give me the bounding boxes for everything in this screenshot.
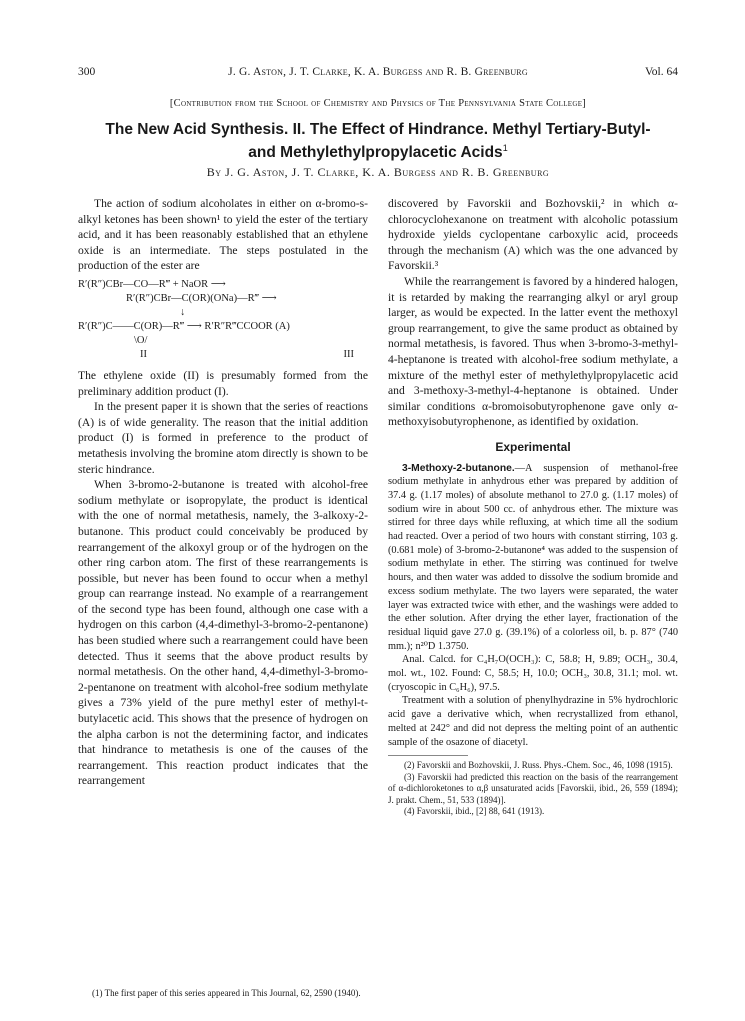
left-footnotes	[78, 988, 368, 1000]
footnote-rule	[388, 755, 468, 756]
experimental-section	[388, 462, 678, 750]
scheme-label-ii: II	[140, 348, 147, 360]
right-paragraph-1: discovered by Favorskii and Bozhovskii,² in which α-chlorocyclohexanone on treatment with alcoholic potassium hydroxide yields cyclopentane carboxylic acid, proceeds through the mechanism (A) which was the one advanced by Favorskii.³	[388, 197, 678, 273]
footnote-1: (1) The first paper of this series appeared in This Journal, 62, 2590 (1940).	[92, 988, 361, 998]
experimental-paragraph-1-text: —A suspension of methanol-free sodium methylate in anhydrous ether was prepared by addition of 37.4 g. (1.17 moles) of absolute methanol to 27.0 g. (1.17 moles) of sodium wire in about 500 cc. of anhydrous ether. The mixture was stirred for three days while refluxing, at which time all the sodium had reacted. Over a period of two hours with constant stirring, 103 g. (0.681 mole) of 3-bromo-2-butanone⁴ was added to the suspension of sodium methylate in ether. The stirring was continued for twelve hours, and then water was added to dissolve the sodium bromide and excess sodium methylate. The two layers were separated, the water layer was extracted twice with ether, and the washings were added to the ether solution. After drying the ether layer, fractionation of the residual liquid gave 27.0 g. (39.1%) of a colorless oil, b. p. 87° (740 mm.); n²⁰D 1.3750.	[388, 462, 678, 652]
analysis-paragraph: Anal. Calcd. for C₄H₇O(OCH₃): C, 58.8; H, 9.89; OCH₃, 30.4, mol. wt., 102. Found: C, 58.5; H, 10.0; OCH₃, 30.8, 31.1; mol. wt. (cryoscopic in C₆H₆), 97.5.	[388, 654, 678, 693]
title-line-2	[70, 139, 686, 162]
page-number: 300	[78, 66, 96, 78]
scheme-label-iii: III	[343, 348, 354, 360]
section-heading-experimental: Experimental	[495, 439, 571, 454]
footnote-3: (3) Favorskii had predicted this reaction on the basis of the rearrangement of α-dichloroketones to α,β unsaturated acids [Favorskii, ibid., 26, 559 (1894); J. prakt. Chem., 51, 533 (1894)].	[388, 771, 678, 805]
running-head	[78, 66, 678, 82]
footnote-2: (2) Favorskii and Bozhovskii, J. Russ. Phys.-Chem. Soc., 46, 1098 (1915).	[404, 760, 673, 771]
right-paragraph-2: While the rearrangement is favored by a hindered halogen, it is retarded by making the rearranging alkyl or aryl group larger, as would be expected. In the latter event the methoxyl group rearrangement, to give the same product as obtained by normal metathesis, is favored. Thus when 3-bromo-3-methyl-4-heptanone is treated with alcohol-free sodium methylate, a mixture of the methyl ester of methylethylpropylacetic acid and 3-methoxy-3-methyl-4-heptanone is obtained. Under similar conditions α-bromoisobutyrophenone gave only α-methoxyisobutyrophenone, as identified by oxidation.	[388, 274, 678, 429]
scheme-line-1: R′(R″)CBr—CO—R‴ + NaOR ⟶	[78, 278, 226, 290]
left-paragraph-2: The ethylene oxide (II) is presumably formed from the preliminary addition product (I).	[78, 368, 368, 398]
scheme-oxide-bridge: \O/	[134, 334, 148, 346]
left-paragraph-4: When 3-bromo-2-butanone is treated with alcohol-free sodium methylate or isopropylate, the product is identical with the one of normal metathesis, namely, the 3-alkoxy-2-butanone. This product could conceivably be produced by rearrangement of the alkoxyl group or of the hydrogen on the other ring carbon atom. The first of these rearrangements is possible, but never has been found to occur when a methyl group can rearrange instead. No example of a rearrangement of the second type has been found, although one case with a hydrogen on this carbon (4,4-dimethyl-3-bromo-2-pentanone) has been studied where such a rearrangement could have been detected. Thus it seems that the above product results by normal metathesis. On the other hand, 4,4-dimethyl-3-bromo-2-pentanone on treatment with alcohol-free sodium methylate gives a 73% yield of the pure methyl ester of methyl-t-butylacetic acid. This shows that the presence of hydrogen on the alpha carbon is not the determining factor, and indicates that hindrance to metathesis is one of the causes of the rearrangement. This reaction product indicates that the rearrangement	[78, 478, 368, 788]
scheme-line-4: R′(R″)C——C(OR)—R‴ ⟶ R′R″R‴CCOOR (A)	[78, 320, 290, 332]
left-paragraph-1: The action of sodium alcoholates in either on α-bromo-s-alkyl ketones has been shown¹ to yield the ester of the tertiary acid, and it has been reasonably established that an ethylene oxide is an intermediate. The steps postulated in the production of the ester are	[78, 197, 368, 273]
title-line-1: The New Acid Synthesis. II. The Effect of Hindrance. Methyl Tertiary-Butyl-	[105, 121, 651, 138]
contribution-line: [Contribution from the School of Chemistry and Physics of The Pennsylvania State College]	[169, 98, 587, 109]
running-authors: J. G. Aston, J. T. Clarke, K. A. Burgess and R. B. Greenburg	[228, 66, 528, 78]
experimental-paragraph-3: Treatment with a solution of phenylhydrazine in 5% hydrochloric acid gave a derivative which, when recrystallized from ethanol, melted at 242° and did not depress the melting point of an authentic sample of the osazone of diacetyl.	[388, 695, 678, 748]
reaction-scheme	[78, 278, 368, 362]
article-title	[70, 120, 686, 162]
experimental-paragraph-1	[388, 462, 678, 654]
left-paragraph-3: In the present paper it is shown that the series of reactions (A) is of wide generality. The reason that the initial addition product (I) is formed in preference to the product of metathesis involving the bromine atom directly is shown to be steric hindrance.	[78, 400, 368, 476]
volume-label: Vol. 64	[644, 66, 678, 78]
title-line-2-text: and Methylethylpropylacetic Acids	[248, 144, 503, 162]
footnote-4: (4) Favorskii, ibid., [2] 88, 641 (1913).	[404, 806, 545, 817]
scheme-line-2: R′(R″)CBr—C(OR)(ONa)—R‴ ⟶	[126, 292, 277, 304]
right-column	[388, 196, 678, 818]
scheme-labels	[78, 348, 368, 362]
left-column	[78, 196, 368, 789]
experimental-run-in-heading: 3-Methoxy-2-butanone.	[402, 462, 515, 474]
byline: By J. G. Aston, J. T. Clarke, K. A. Burgess and R. B. Greenburg	[206, 165, 550, 179]
title-footnote-mark: 1	[502, 143, 508, 153]
scheme-arrow-down: ↓	[180, 306, 186, 318]
